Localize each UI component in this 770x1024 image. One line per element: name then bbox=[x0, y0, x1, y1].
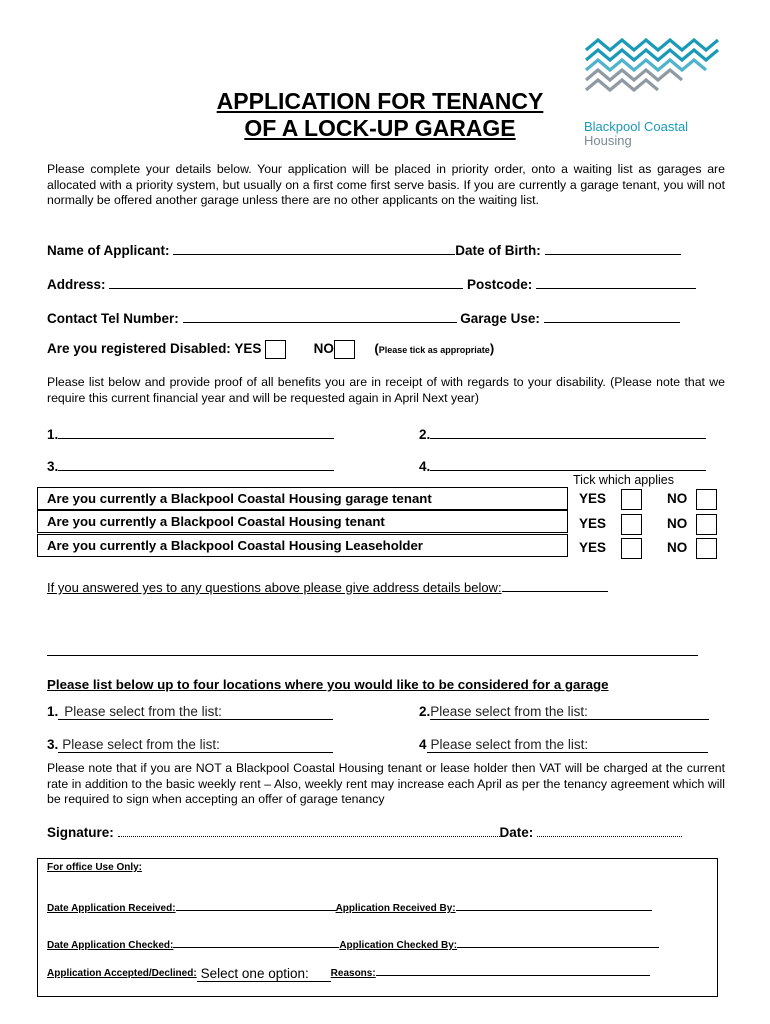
location-2-placeholder: Please select from the list: bbox=[430, 704, 588, 719]
benefit-3 bbox=[47, 456, 334, 474]
tenancy-row-3-yes bbox=[579, 538, 642, 559]
garage-use-label: Garage Use: bbox=[460, 311, 540, 326]
location-4-num: 4 bbox=[419, 737, 427, 752]
tel-input[interactable] bbox=[183, 308, 457, 323]
location-3-select[interactable] bbox=[58, 737, 333, 753]
office-row-2 bbox=[47, 937, 659, 951]
disabled-label: Are you registered Disabled: YES bbox=[47, 341, 262, 357]
date-checked-input[interactable] bbox=[173, 937, 339, 948]
tenancy-row-3-no bbox=[667, 538, 717, 559]
signature-label: Signature: bbox=[47, 825, 114, 840]
benefit-1-num: 1. bbox=[47, 427, 59, 442]
tenancy-row-2-yes-checkbox[interactable] bbox=[621, 514, 642, 535]
address-note-text: If you answered yes to any questions above please give address details below: bbox=[47, 580, 502, 595]
location-4 bbox=[419, 737, 708, 753]
no-label: NO bbox=[667, 540, 688, 556]
benefit-3-num: 3. bbox=[47, 459, 59, 474]
address-note-line[interactable] bbox=[502, 577, 608, 592]
tenancy-row-3-yes-checkbox[interactable] bbox=[621, 538, 642, 559]
location-4-select[interactable] bbox=[427, 737, 708, 753]
logo-text-line1: Blackpool Coastal bbox=[584, 119, 689, 134]
disabled-no-checkbox[interactable] bbox=[334, 340, 355, 359]
name-row bbox=[47, 240, 681, 258]
tenancy-row-1-yes-checkbox[interactable] bbox=[621, 489, 642, 510]
tick-note-open: ( bbox=[374, 341, 379, 357]
signature-row bbox=[47, 823, 682, 840]
accepted-label: Application Accepted/Declined: bbox=[47, 968, 197, 979]
benefit-2-num: 2. bbox=[419, 427, 431, 442]
tel-row bbox=[47, 308, 680, 326]
office-row-3 bbox=[47, 964, 650, 980]
address-details-input[interactable] bbox=[47, 655, 698, 656]
checked-by-label: Application Checked By: bbox=[339, 940, 458, 951]
benefit-2 bbox=[419, 424, 706, 442]
benefit-4-num: 4. bbox=[419, 459, 431, 474]
tick-header: Tick which applies bbox=[573, 473, 674, 487]
address-note bbox=[47, 577, 608, 595]
locations-heading: Please list below up to four locations where you would like to be considered for a garage bbox=[47, 677, 609, 692]
received-by-label: Application Received By: bbox=[335, 903, 456, 914]
location-2-num: 2. bbox=[419, 704, 431, 719]
location-1-num: 1. bbox=[47, 704, 59, 719]
date-received-input[interactable] bbox=[176, 900, 336, 911]
office-heading: For office Use Only: bbox=[47, 862, 143, 873]
address-label: Address: bbox=[47, 277, 106, 292]
disabled-no-label: NO bbox=[313, 341, 334, 357]
address-row bbox=[47, 274, 696, 292]
no-label: NO bbox=[667, 491, 688, 507]
benefit-3-input[interactable] bbox=[58, 456, 334, 471]
benefit-4 bbox=[419, 456, 706, 474]
page-title-line2: OF A LOCK-UP GARAGE bbox=[244, 115, 516, 141]
address-input[interactable] bbox=[109, 274, 463, 289]
benefit-1-input[interactable] bbox=[58, 424, 334, 439]
checked-by-input[interactable] bbox=[457, 937, 659, 948]
no-label: NO bbox=[667, 516, 688, 532]
tenancy-row-3-no-checkbox[interactable] bbox=[696, 538, 717, 559]
logo-text-line2: Housing bbox=[584, 133, 632, 148]
tel-label: Contact Tel Number: bbox=[47, 311, 179, 326]
date-input[interactable] bbox=[537, 823, 682, 837]
tenancy-row-2-yes bbox=[579, 514, 642, 535]
name-label: Name of Applicant: bbox=[47, 243, 170, 258]
page-title-line1: APPLICATION FOR TENANCY bbox=[216, 88, 544, 114]
dob-input[interactable] bbox=[545, 240, 681, 255]
tenancy-row-1-no bbox=[667, 489, 717, 510]
tenancy-row-1-no-checkbox[interactable] bbox=[696, 489, 717, 510]
yes-label: YES bbox=[579, 540, 607, 556]
tick-note: Please tick as appropriate bbox=[378, 345, 490, 356]
vat-note: Please note that if you are NOT a Blackpool Coastal Housing tenant or lease holder then VAT will be charged at the current rate in addition to the basic weekly rent – Also, weekly rent may increase each April as per the tenancy agreement which will be required to sign when accepting an offer of garage tenancy bbox=[47, 761, 725, 806]
location-4-placeholder: Please select from the list: bbox=[430, 737, 589, 752]
location-3 bbox=[47, 737, 333, 753]
office-row-1 bbox=[47, 900, 652, 914]
accepted-select[interactable] bbox=[197, 966, 331, 982]
postcode-label: Postcode: bbox=[467, 277, 533, 292]
tenancy-row-2: Are you currently a Blackpool Coastal Housing tenant bbox=[37, 510, 568, 533]
reasons-label: Reasons: bbox=[330, 968, 376, 979]
signature-input[interactable] bbox=[118, 823, 500, 837]
date-checked-label: Date Application Checked: bbox=[47, 940, 174, 951]
tenancy-row-1-yes bbox=[579, 489, 642, 510]
benefits-text: Please list below and provide proof of all benefits you are in receipt of with regards to your disability. (Please note that we require this current financial year and will be requested again in April Next year) bbox=[47, 375, 725, 405]
postcode-input[interactable] bbox=[536, 274, 696, 289]
name-input[interactable] bbox=[173, 240, 455, 255]
tenancy-row-2-no bbox=[667, 514, 717, 535]
location-3-num: 3. bbox=[47, 737, 59, 752]
tenancy-row-1: Are you currently a Blackpool Coastal Housing garage tenant bbox=[37, 487, 568, 510]
location-1-select[interactable] bbox=[58, 704, 333, 720]
benefit-4-input[interactable] bbox=[430, 456, 706, 471]
location-1 bbox=[47, 704, 333, 720]
location-1-placeholder: Please select from the list: bbox=[64, 704, 222, 719]
dob-label: Date of Birth: bbox=[455, 243, 541, 258]
tenancy-row-3: Are you currently a Blackpool Coastal Housing Leaseholder bbox=[37, 534, 568, 557]
reasons-input[interactable] bbox=[376, 965, 650, 976]
accepted-select-value: Select one option: bbox=[200, 966, 309, 981]
tenancy-row-2-no-checkbox[interactable] bbox=[696, 514, 717, 535]
location-3-placeholder: Please select from the list: bbox=[62, 737, 220, 752]
location-2 bbox=[419, 704, 709, 720]
yes-label: YES bbox=[579, 516, 607, 532]
garage-use-input[interactable] bbox=[544, 308, 680, 323]
date-label: Date: bbox=[499, 825, 534, 840]
date-received-label: Date Application Received: bbox=[47, 903, 176, 914]
disabled-row bbox=[47, 340, 494, 359]
benefit-1 bbox=[47, 424, 334, 442]
location-2-select[interactable] bbox=[430, 704, 709, 720]
intro-text: Please complete your details below. Your application will be placed in priority order, onto a waiting list as garages are allocated with a priority system, but usually on a first come first serve basis. If you are currently a garage tenant, you will not normally be offered another garage unless there are no other applicants on the waiting list. bbox=[47, 162, 725, 207]
benefit-2-input[interactable] bbox=[430, 424, 706, 439]
received-by-input[interactable] bbox=[456, 900, 652, 911]
yes-label: YES bbox=[579, 491, 607, 507]
disabled-yes-checkbox[interactable] bbox=[265, 340, 286, 359]
tick-note-close: ) bbox=[489, 341, 495, 357]
